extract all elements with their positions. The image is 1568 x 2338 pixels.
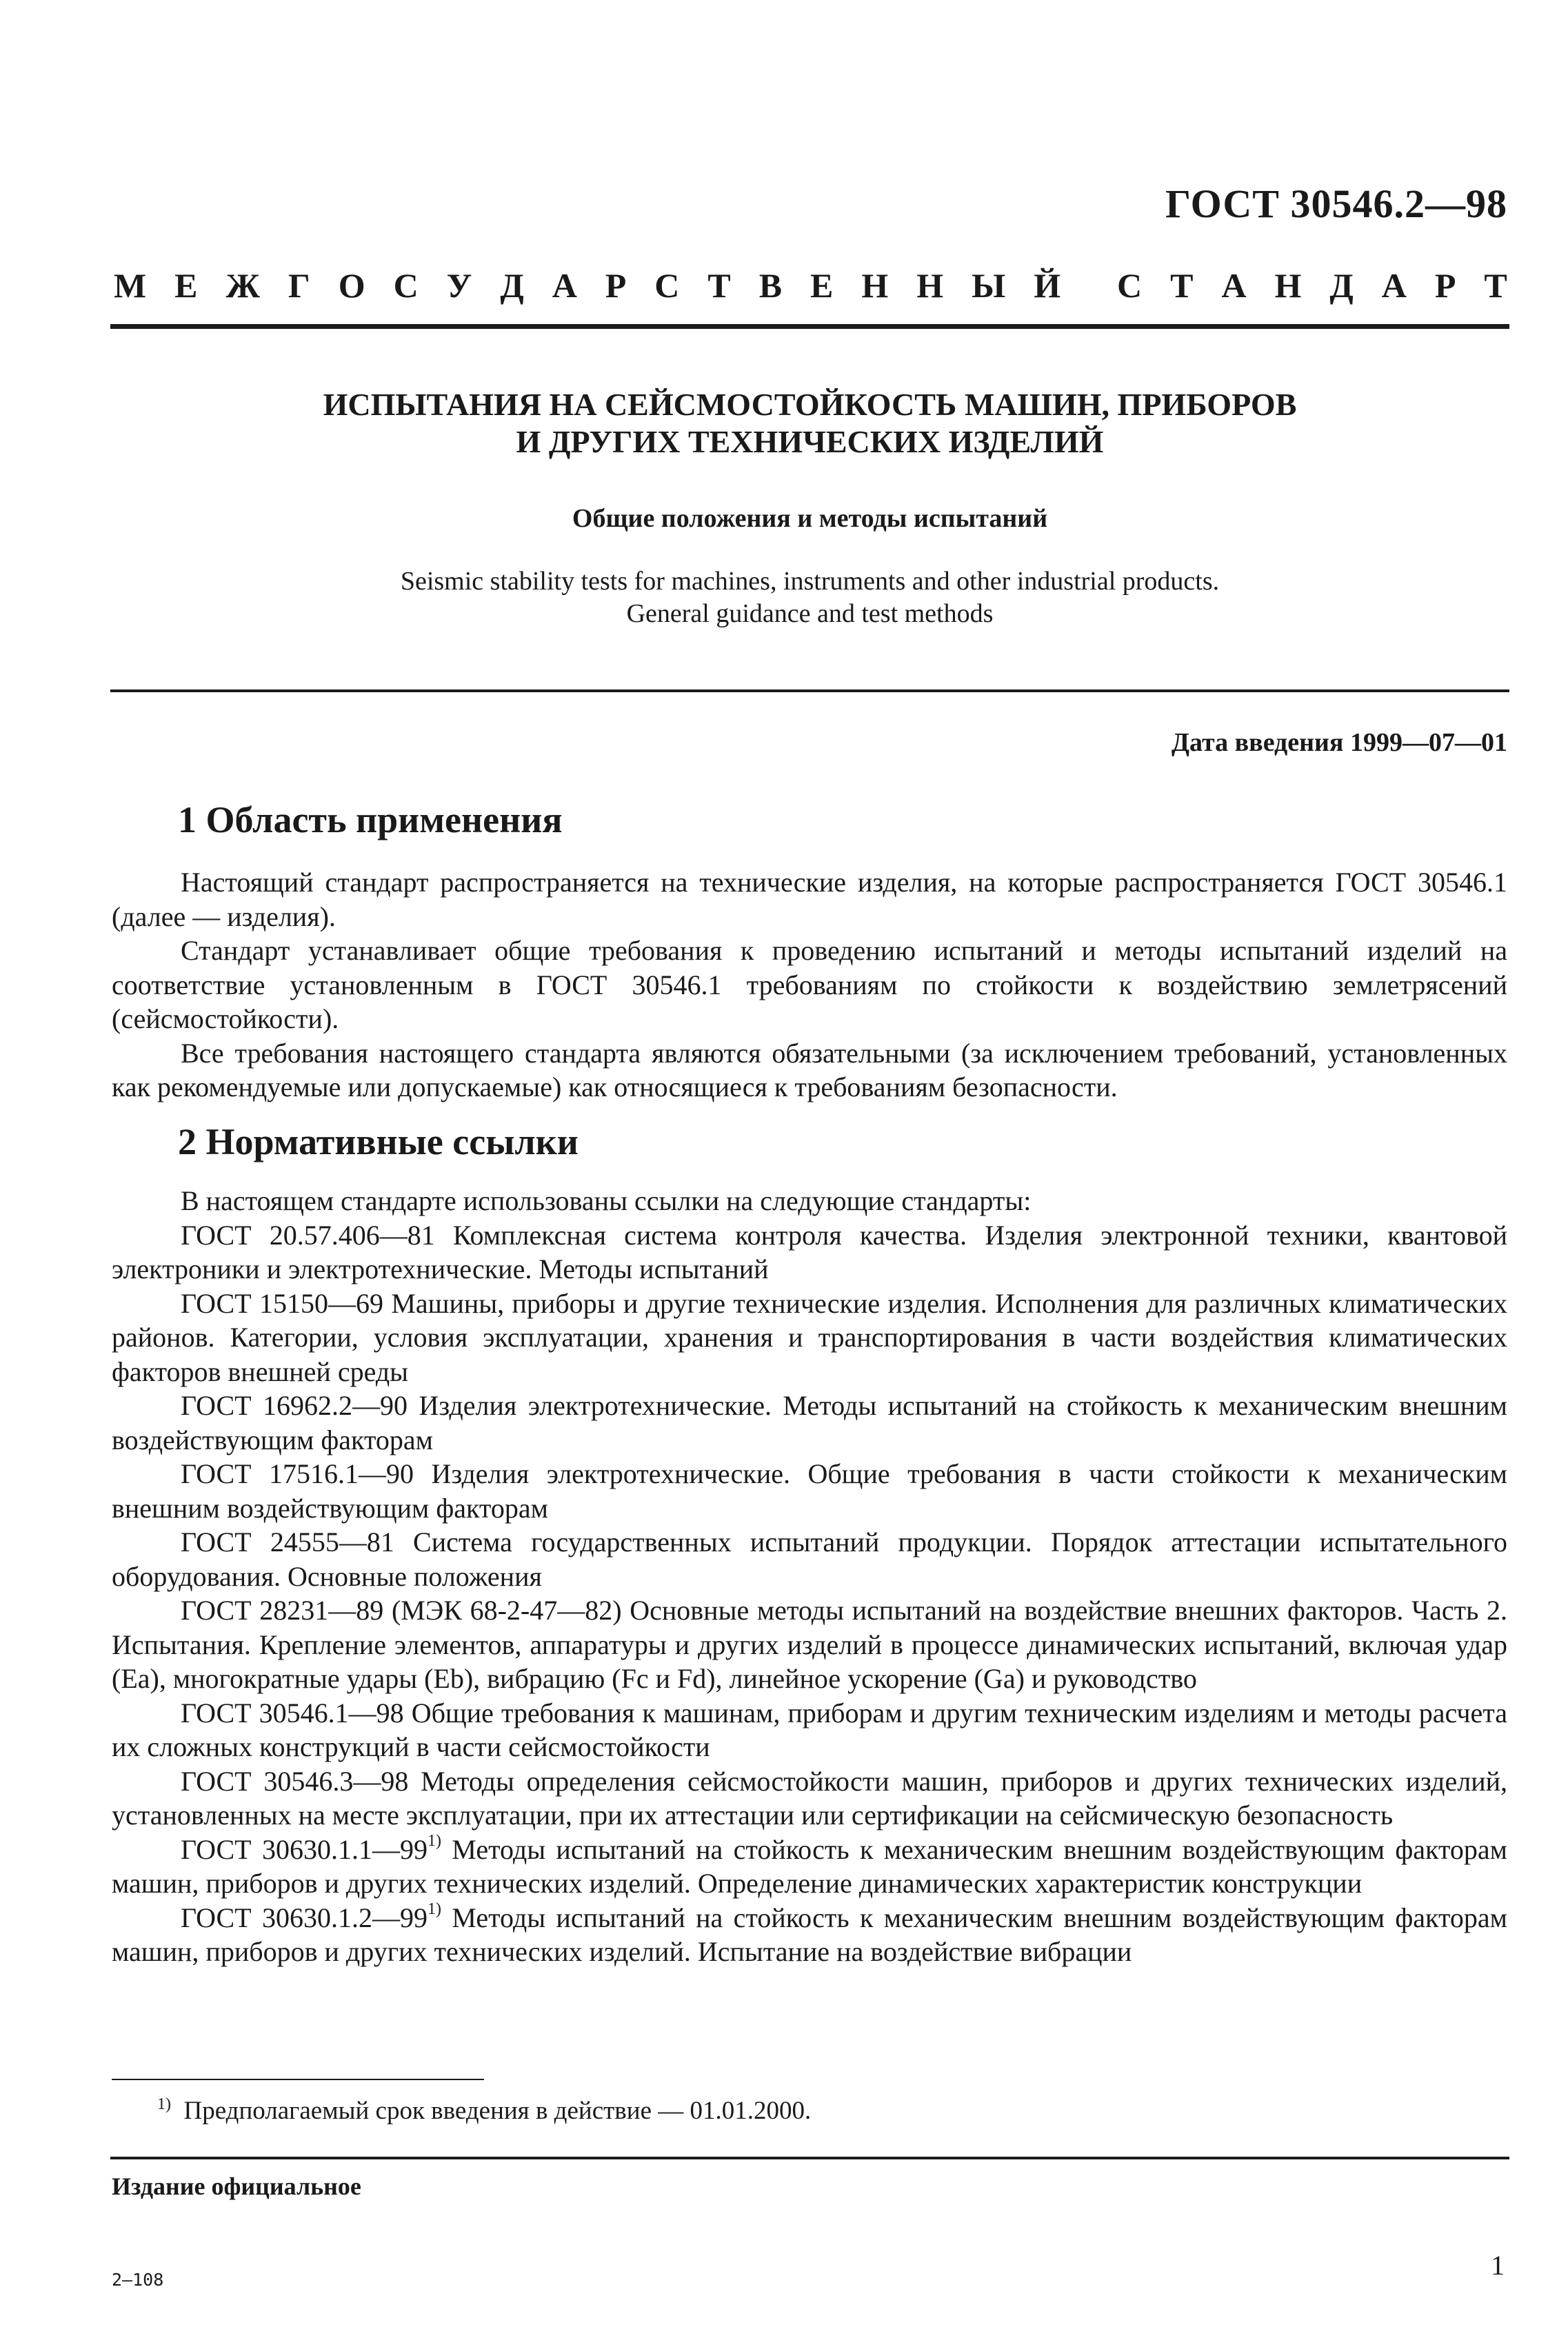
english-title-line-2: General guidance and test methods <box>626 599 994 628</box>
reference-text: Методы испытаний на стойкость к механическим внешним воздействующим факторам машин, приборов и других технических изделий. Испытание на воздействие вибрации <box>112 1902 1507 1967</box>
standard-type-letter: Д <box>500 266 524 305</box>
footnote <box>157 2096 811 2126</box>
standard-type-letter: О <box>338 266 365 305</box>
standard-type-heading <box>114 265 1507 305</box>
standard-type-letter: С <box>654 266 680 305</box>
standard-type-letter: А <box>552 266 577 305</box>
references-intro: В настоящем стандарте использованы ссылки на следующие стандарты: <box>181 1185 1032 1216</box>
reference-item: ГОСТ 30546.3—98 Методы определения сейсмостойкости машин, приборов и других технических изделий, установленных на месте эксплуатации, при их аттестации или сертификации на сейсмическую безопасность <box>112 1765 1507 1831</box>
reference-item: ГОСТ 20.57.406—81 Комплексная система контроля качества. Изделия электронной техники, квантовой электроники и электротехнические. Методы испытаний <box>112 1219 1507 1284</box>
standard-type-letter: Р <box>1434 266 1456 305</box>
standard-type-letter: С <box>393 266 419 305</box>
standard-type-letter: Ы <box>972 266 1006 305</box>
standard-type-letter: Т <box>1170 266 1194 305</box>
official-edition-label: Издание официальное <box>112 2173 361 2200</box>
standard-type-letter: Т <box>1484 266 1507 305</box>
print-code: 2—108 <box>112 2270 164 2290</box>
footnote-marker: 1) <box>427 1831 441 1850</box>
document-number: ГОСТ 30546.2—98 <box>1165 181 1507 226</box>
reference-item: ГОСТ 24555—81 Система государственных испытаний продукции. Порядок аттестации испытательного оборудования. Основные положения <box>112 1526 1507 1592</box>
section-1-heading: 1 Область применения <box>178 799 563 840</box>
section-1-paragraph: Настоящий стандарт распространяется на технические изделия, на которые распространяется ГОСТ 30546.1 (далее — изделия). <box>112 867 1507 932</box>
standard-type-letter: Й <box>1034 266 1061 305</box>
reference-item-footnoted <box>112 1833 1507 1901</box>
standard-type-letter: Н <box>861 266 889 305</box>
reference-code: ГОСТ 30630.1.2—99 <box>181 1902 428 1933</box>
standard-type-letter: Г <box>288 266 310 305</box>
reference-text: Методы испытаний на стойкость к механическим внешним воздействующим факторам машин, приборов и других технических изделий. Определение динамических характеристик конструкции <box>112 1833 1507 1899</box>
english-title <box>110 565 1509 630</box>
title-line-1: ИСПЫТАНИЯ НА СЕЙСМОСТОЙКОСТЬ МАШИН, ПРИБОРОВ <box>323 387 1297 422</box>
standard-type-letter: Е <box>174 266 198 305</box>
reference-item: ГОСТ 17516.1—90 Изделия электротехнические. Общие требования в части стойкости к механическим внешним воздействующим факторам <box>112 1458 1507 1524</box>
document-title <box>110 386 1509 461</box>
footnote-rule <box>112 2079 484 2080</box>
reference-item: ГОСТ 16962.2—90 Изделия электротехнические. Методы испытаний на стойкость к механическим внешним воздействующим факторам <box>112 1390 1507 1455</box>
reference-item: ГОСТ 28231—89 (МЭК 68-2-47—82) Основные методы испытаний на воздействие внешних факторов. Часть 2. Испытания. Крепление элементов, аппаратуры и других изделий в процессе динамических испытаний, включая удар (Еа), многократные удары (Eb), вибрацию (Fc и Fd), линейное ускорение (Ga) и руководство <box>112 1595 1507 1694</box>
standard-type-letter: А <box>1221 266 1247 305</box>
section-1-paragraph: Стандарт устанавливает общие требования к проведению испытаний и методы испытаний изделий на соответствие установленным в ГОСТ 30546.1 требованиям по стойкости к воздействию землетрясений (сейсмостойкости). <box>112 935 1507 1034</box>
standard-type-letter: Ж <box>225 266 260 305</box>
standard-type-letter: Н <box>1274 266 1302 305</box>
standard-type-letter: Д <box>1329 266 1354 305</box>
title-rule <box>110 689 1509 692</box>
footnote-mark: 1) <box>157 2095 171 2113</box>
standard-type-letter: В <box>758 266 783 305</box>
title-line-2: И ДРУГИХ ТЕХНИЧЕСКИХ ИЗДЕЛИЙ <box>516 424 1104 459</box>
standard-type-letter: Е <box>810 266 834 305</box>
introduction-date: Дата введения 1999—07—01 <box>1171 728 1507 757</box>
reference-item-footnoted <box>112 1901 1507 1969</box>
section-2-heading: 2 Нормативные ссылки <box>178 1121 579 1162</box>
standard-type-letter: Т <box>707 266 731 305</box>
section-1-paragraph: Все требования настоящего стандарта являются обязательными (за исключением требований, установленных как рекомендуемые или допускаемые) как относящиеся к требованиям безопасности. <box>112 1037 1507 1102</box>
footer-rule <box>110 2157 1509 2159</box>
reference-item: ГОСТ 15150—69 Машины, приборы и другие технические изделия. Исполнения для различных климатических районов. Категории, условия эксплуатации, хранения и транспортирования в части воздействия климатических факторов внешней среды <box>112 1287 1507 1387</box>
header-rule <box>110 324 1509 329</box>
standard-type-letter: У <box>446 266 472 305</box>
section-2-body <box>112 1184 1507 1969</box>
standard-type-letter: М <box>114 266 147 305</box>
standard-type-letter: Р <box>605 266 627 305</box>
page-number: 1 <box>1491 2250 1505 2281</box>
standard-type-letter: Н <box>916 266 944 305</box>
footnote-marker: 1) <box>427 1899 441 1918</box>
english-title-line-1: Seismic stability tests for machines, instruments and other industrial products. <box>400 567 1220 596</box>
reference-item: ГОСТ 30546.1—98 Общие требования к машинам, приборам и другим техническим изделиям и методы расчета их сложных конструкций в части сейсмостойкости <box>112 1697 1507 1762</box>
reference-code: ГОСТ 30630.1.1—99 <box>181 1833 428 1865</box>
standard-type-letter: С <box>1117 266 1143 305</box>
section-1-body <box>112 865 1507 1105</box>
document-subtitle: Общие положения и методы испытаний <box>572 504 1048 533</box>
footnote-text: Предполагаемый срок введения в действие — 01.01.2000. <box>183 2097 812 2125</box>
standard-type-letter: А <box>1381 266 1407 305</box>
